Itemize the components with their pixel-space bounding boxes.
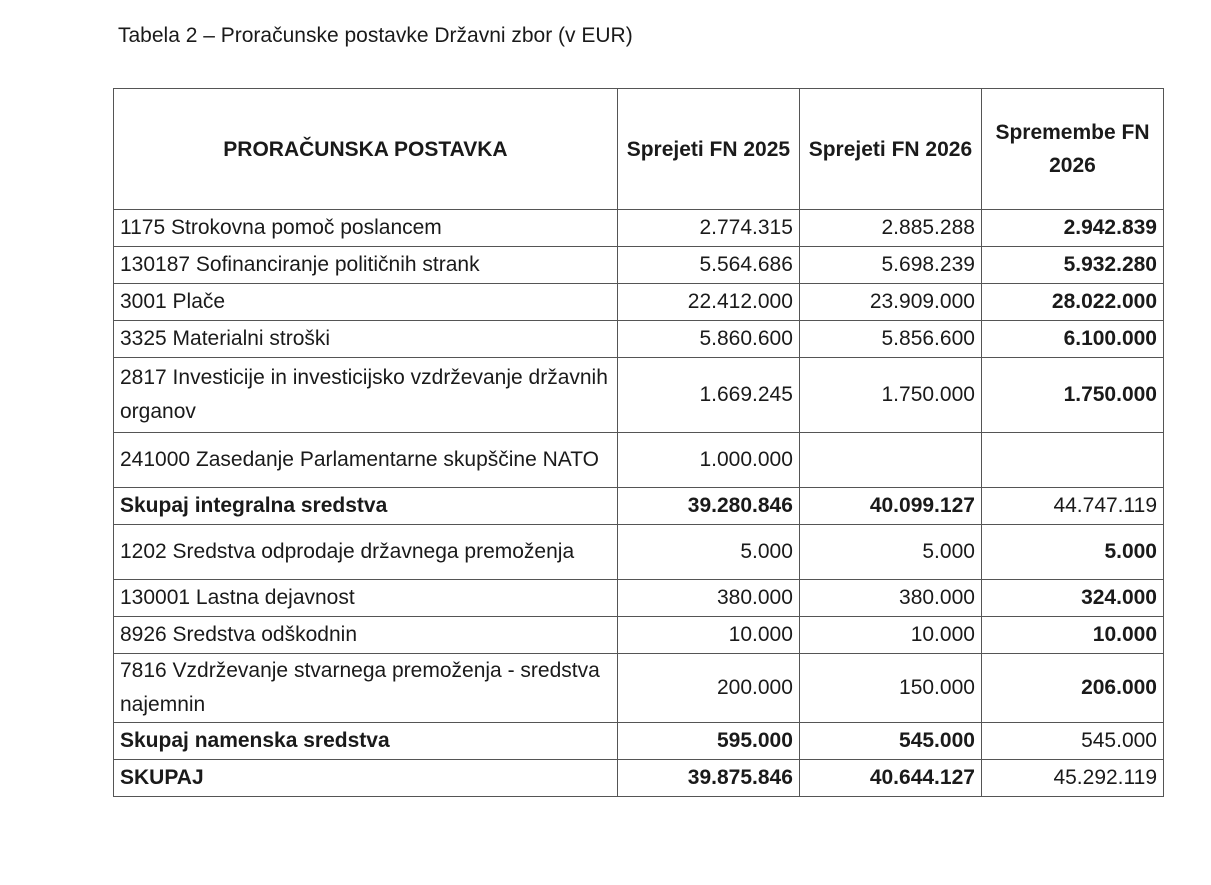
table-row [114, 284, 1164, 321]
value-fn-2026 [799, 433, 981, 488]
value-fn-2026: 5.856.600 [799, 321, 981, 358]
value-fn-2025: 5.564.686 [617, 247, 799, 284]
value-fn-2026: 2.885.288 [799, 210, 981, 247]
value-spremembe-2026: 324.000 [981, 580, 1163, 617]
table-row [114, 358, 1164, 433]
value-spremembe-2026 [981, 433, 1163, 488]
total-row [114, 760, 1164, 797]
value-fn-2026: 23.909.000 [799, 284, 981, 321]
table-caption: Tabela 2 – Proračunske postavke Državni zbor (v EUR) [118, 24, 633, 47]
row-label: 3001 Plače [114, 284, 618, 321]
value-fn-2026: 150.000 [799, 654, 981, 723]
header-postavka: PRORAČUNSKA POSTAVKA [114, 89, 618, 210]
row-label: 130187 Sofinanciranje političnih strank [114, 247, 618, 284]
header-fn-2025: Sprejeti FN 2025 [617, 89, 799, 210]
table-row [114, 617, 1164, 654]
row-label: Skupaj namenska sredstva [114, 723, 618, 760]
value-spremembe-2026: 1.750.000 [981, 358, 1163, 433]
value-fn-2025: 22.412.000 [617, 284, 799, 321]
budget-table [113, 88, 1164, 797]
row-label: 2817 Investicije in investicijsko vzdrževanje državnih organov [114, 358, 618, 433]
row-label: 130001 Lastna dejavnost [114, 580, 618, 617]
value-fn-2025: 39.280.846 [617, 488, 799, 525]
table-row [114, 247, 1164, 284]
table-row [114, 525, 1164, 580]
total-row [114, 488, 1164, 525]
value-fn-2025: 39.875.846 [617, 760, 799, 797]
value-spremembe-2026: 5.000 [981, 525, 1163, 580]
value-fn-2026: 5.000 [799, 525, 981, 580]
table-row [114, 654, 1164, 723]
row-label: Skupaj integralna sredstva [114, 488, 618, 525]
value-spremembe-2026: 5.932.280 [981, 247, 1163, 284]
value-fn-2026: 1.750.000 [799, 358, 981, 433]
row-label: SKUPAJ [114, 760, 618, 797]
header-fn-2026: Sprejeti FN 2026 [799, 89, 981, 210]
row-label: 241000 Zasedanje Parlamentarne skupščine NATO [114, 433, 618, 488]
value-fn-2026: 10.000 [799, 617, 981, 654]
value-spremembe-2026: 28.022.000 [981, 284, 1163, 321]
table-row [114, 210, 1164, 247]
value-fn-2025: 2.774.315 [617, 210, 799, 247]
value-fn-2025: 200.000 [617, 654, 799, 723]
row-label: 8926 Sredstva odškodnin [114, 617, 618, 654]
value-fn-2025: 1.000.000 [617, 433, 799, 488]
value-spremembe-2026: 44.747.119 [981, 488, 1163, 525]
value-fn-2025: 380.000 [617, 580, 799, 617]
value-fn-2025: 5.860.600 [617, 321, 799, 358]
value-spremembe-2026: 10.000 [981, 617, 1163, 654]
value-spremembe-2026: 6.100.000 [981, 321, 1163, 358]
header-spremembe-2026: Spremembe FN 2026 [981, 89, 1163, 210]
value-fn-2026: 40.644.127 [799, 760, 981, 797]
value-fn-2025: 1.669.245 [617, 358, 799, 433]
value-fn-2026: 40.099.127 [799, 488, 981, 525]
row-label: 3325 Materialni stroški [114, 321, 618, 358]
value-spremembe-2026: 2.942.839 [981, 210, 1163, 247]
value-spremembe-2026: 45.292.119 [981, 760, 1163, 797]
total-row [114, 723, 1164, 760]
header-row [114, 89, 1164, 210]
row-label: 1202 Sredstva odprodaje državnega premoženja [114, 525, 618, 580]
value-fn-2026: 545.000 [799, 723, 981, 760]
value-spremembe-2026: 206.000 [981, 654, 1163, 723]
table-row [114, 321, 1164, 358]
value-spremembe-2026: 545.000 [981, 723, 1163, 760]
table-row [114, 433, 1164, 488]
table-row [114, 580, 1164, 617]
value-fn-2025: 595.000 [617, 723, 799, 760]
value-fn-2025: 10.000 [617, 617, 799, 654]
value-fn-2026: 5.698.239 [799, 247, 981, 284]
row-label: 1175 Strokovna pomoč poslancem [114, 210, 618, 247]
value-fn-2026: 380.000 [799, 580, 981, 617]
value-fn-2025: 5.000 [617, 525, 799, 580]
row-label: 7816 Vzdrževanje stvarnega premoženja - sredstva najemnin [114, 654, 618, 723]
